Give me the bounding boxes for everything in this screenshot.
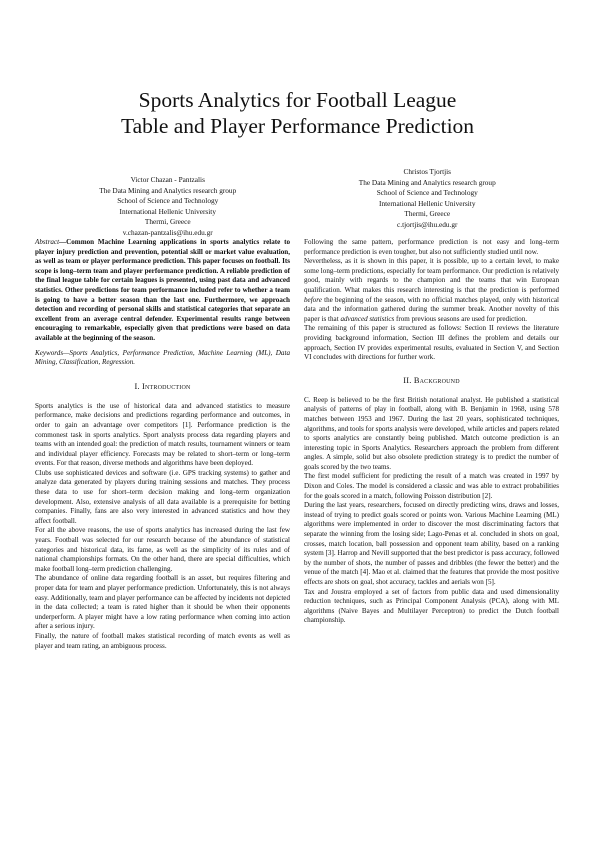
section-heading-background: II. Background <box>403 375 460 385</box>
abstract-lead: Abstract <box>35 238 60 246</box>
paper-title-line-1: Sports Analytics for Football League <box>138 88 457 112</box>
emphasis: advanced statistics <box>340 314 395 323</box>
author-1-university: International Hellenic University <box>119 206 216 216</box>
paragraph: Finally, the nature of football makes statistical recording of match events as well as player and team rating, an ambiguous process. <box>35 631 290 650</box>
author-2-location: Thermi, Greece <box>404 209 451 219</box>
paragraph-with-emphasis <box>304 257 559 324</box>
author-2-name: Christos Tjortjis <box>403 167 451 176</box>
author-2-group: The Data Mining and Analytics research group <box>358 177 496 187</box>
paragraph: The first model sufficient for predicting the result of a match was created in 1997 by Dixon and Coles. The model is considered a classic and was able to extract probabilities for the goals scored in a match, following Poisson distribution [2]. <box>304 472 559 500</box>
author-1-name: Victor Chazan - Pantzalis <box>130 175 205 184</box>
author-1-email: v.chazan-pantzalis@ihu.edu.gr <box>122 227 213 237</box>
two-column-body <box>35 238 559 651</box>
text-run: from previous seasons are used for prediction. <box>394 314 528 323</box>
author-1-group: The Data Mining and Analytics research group <box>99 185 237 195</box>
paper-title-line-2: Table and Player Performance Prediction <box>120 114 475 138</box>
author-block <box>46 167 549 245</box>
abstract <box>35 238 290 344</box>
paragraph: Clubs use sophisticated devices and software (i.e. GPS tracking systems) to gather and analyze data generated by players during training sessions and matches. They process these data to use for short–term decision making and long–term organization development. Also, extensive analysis of all data available is a prerequisite for betting companies. Finally, fans are also very interested in advanced statistics and how they affect football. <box>35 468 290 525</box>
author-1 <box>46 175 298 245</box>
paragraph: C. Reep is believed to be the first British notational analyst. He published a statistical analysis of patterns of play in football, along with B. Benjamin in 1968, using 578 matches between 1953 and 1967. During the last 20 years, sophisticated techniques, algorithms, and tools for sports analysis were developed, while articles and papers related to sports analytics are constantly being published. Match outcome prediction is an interesting topic in Sports Analytics. Researchers approach the problem from different angles. A simple, solid but also obsolete prediction strategy is to predict the number of goals scored by the two teams. <box>304 395 559 471</box>
background-text <box>304 396 559 626</box>
introduction-text <box>35 402 290 651</box>
author-2-email: c.tjortjis@ihu.edu.gr <box>397 219 458 229</box>
paragraph: Sports analytics is the use of historical data and advanced statistics to measure performance, make decisions and predictions regarding performance and outcomes, in order to gain an advantage over competitors [1]. Performance prediction is the commonest task in sports analytics. Sport analysts process data regarding players and teams with an intended goal: the prediction of match results, tournament winners or team and individual player efficiency. Forecasts may be related to short–term or long–term events. For that reason, diverse methods and algorithms have been deployed. <box>35 401 290 468</box>
abstract-text: —Common Machine Learning applications in sports analytics relate to player injury prediction and prevention, potential skill or market value evaluation, as well as team or player performance prediction. This paper focuses on football. Its scope is long–term team and player performance prediction. A reliable prediction of the final league table for certain leagues is presented, using past data and advanced statistics. Other predictions for team performance included refer to whether a team is going to have a better season than the last one. Furthermore, we approach detection and recording of personal skills and statistical categories that separate an excellent from an average central defender. Experimental results range between encouraging to remarkable, especially given that predictions were based on data available at the beginning of the season. <box>35 238 290 342</box>
text-run: the beginning of the season, with no official matches played, only with historical data and the information gathered during the summer break. Another novelty of this paper is that <box>304 295 559 323</box>
paragraph: Following the same pattern, performance prediction is not easy and long–term performance prediction is even tougher, but also not sufficiently studied until now. <box>304 238 559 256</box>
paragraph: During the last years, researchers, focused on directly predicting wins, draws and losses, instead of trying to predict goals scored or points won. Various Machine Learning (ML) algorithms were implemented in order to discover the most discriminating factors that separate the winning from the losing side; Lago-Penas et al. concluded in shots on goal, crosses, match location, ball possession and opponent team ability, based on a ranking system [3]. Harrop and Nevill supported that the best predictor is pass accuracy, followed by the number of shots, the number of passes and dribbles (the fewer the better) and the venue of the match [4]. Mao et al. claimed that the features that provide the most positive effects are shots on goal, shot accuracy, tackles and aerials won [5]. <box>304 501 559 586</box>
text-run: Nevertheless, as it is shown in this paper, it is possible, up to a certain level, to make some long–term predictions, especially for team performance. Our prediction is relatively good, mainly with regards to the champion and the teams that win European qualification. What makes this research interesting is that the prediction is performed <box>304 257 559 294</box>
paragraph: The remaining of this paper is structured as follows: Section II reviews the literature providing background information, Section III defines the problem and details our approach, Section IV provides experimental results, evaluated in Section V, and Section VI concludes with directions for further work. <box>304 324 559 362</box>
author-2-school: School of Science and Technology <box>376 188 478 198</box>
left-column <box>35 238 290 651</box>
keywords: Keywords—Sports Analytics, Performance Prediction, Machine Learning (ML), Data Mining, Classification, Regression. <box>35 348 290 367</box>
paper-title <box>46 0 549 139</box>
paragraph: The abundance of online data regarding football is an asset, but requires filtering and proper data for team and player performance prediction. Unfortunately, this is not always easy. Additionally, team and player performance can be affected by incidents not depicted in the data collected; a team is rated higher than it should be when their opponents underperform. A player might have a low rating performance when coming into action after a serious injury. <box>35 574 290 631</box>
introduction-continued <box>304 238 559 363</box>
paragraph: For all the above reasons, the use of sports analytics has increased during the last few years. Football was selected for our research because of the abundance of statistical categories and historical data, its fame, as well as the simplicity of its rules and of national championships formats. On the other hand, there are special difficulties, which make football long–term prediction challenging. <box>35 526 290 573</box>
section-heading-introduction: I. Introduction <box>134 381 191 391</box>
paragraph: Tax and Joustra employed a set of factors from public data and used dimensionality reduction techniques, such as Principal Component Analysis (PCA), along with ML algorithms (Naive Bayes and Multilayer Perceptron) to predict the Dutch football championship. <box>304 587 559 625</box>
emphasis: before <box>304 295 322 304</box>
author-1-location: Thermi, Greece <box>144 217 191 227</box>
author-2 <box>298 167 550 245</box>
author-1-school: School of Science and Technology <box>117 196 219 206</box>
right-column <box>304 238 559 651</box>
author-2-university: International Hellenic University <box>379 198 476 208</box>
